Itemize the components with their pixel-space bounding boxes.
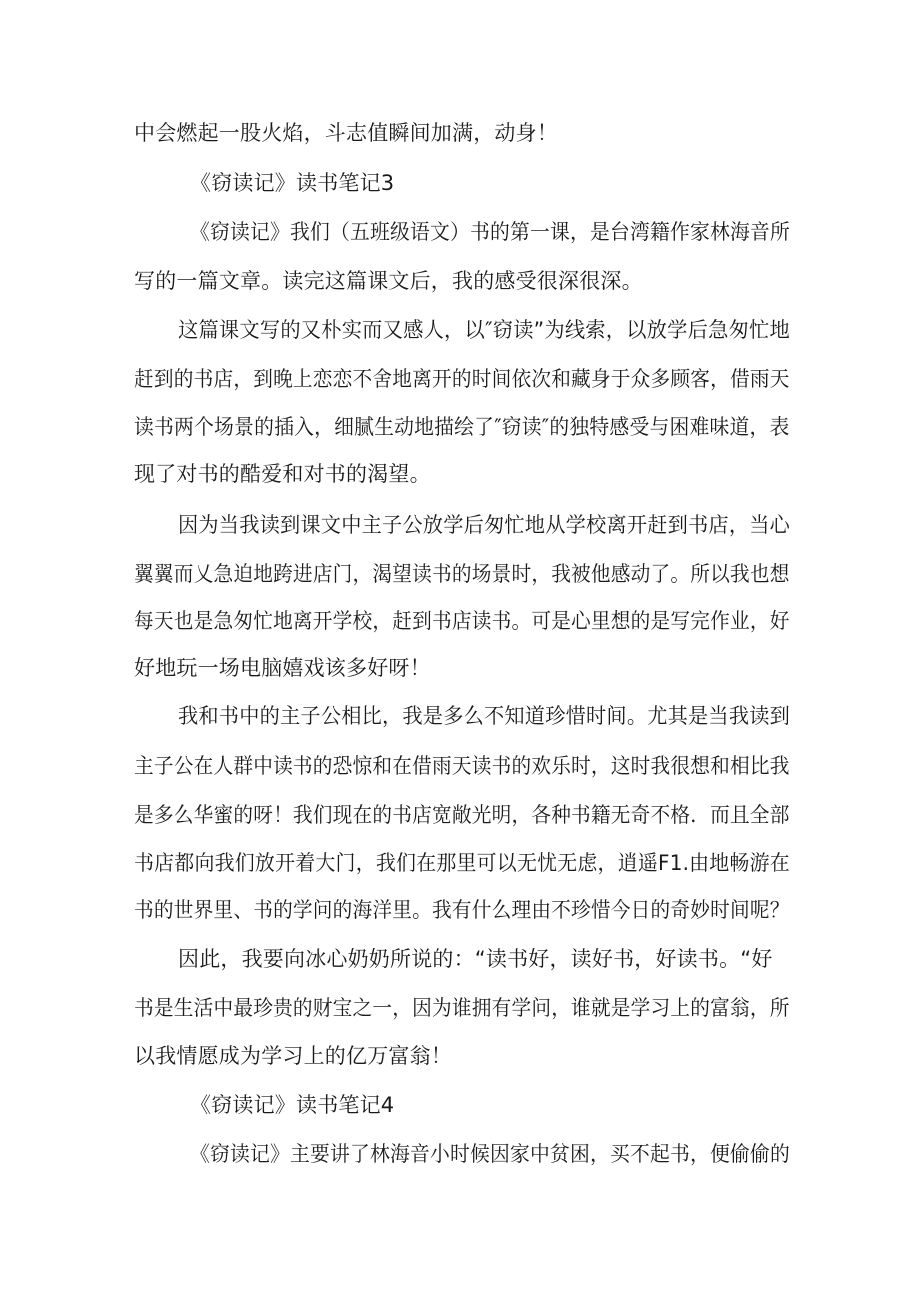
text-line: 以我情愿成为学习上的亿万富翁！ [134, 1044, 452, 1068]
text-line: 《窃读记》我们（五班级语文）书的第一课，是台湾籍作家林海音所 [190, 220, 791, 244]
text-line: 中会燃起一股火焰，斗志值瞬间加满，动身！ [134, 121, 558, 145]
text-line: 现了对书的酷爱和对书的渴望。 [134, 462, 431, 486]
text-line: 主子公在人群中读书的恐惊和在借雨天读书的欢乐时，这时我很想和相比我 [134, 754, 790, 778]
text-line: 因为当我读到课文中主子公放学后匆忙地从学校离开赶到书店，当心 [178, 513, 791, 537]
text-line: 这篇课文写的又朴实而又感人，以″窃读”为线索，以放学后急匆忙地 [178, 318, 790, 342]
text-line: 《窃读记》主要讲了林海音小时候因家中贫困，买不起书，便偷偷的 [190, 1142, 791, 1166]
text-line: 每天也是急匆忙地离开学校，赶到书店读书。可是心里想的是写完作业，好 [134, 609, 790, 633]
text-line: 是多么华蜜的呀！我们现在的书店宽敞光明，各种书籍无奇不格．而且全部 [134, 803, 790, 827]
section-heading: 《窃读记》读书笔记4 [190, 1093, 395, 1117]
text-line: 读书两个场景的插入，细腻生动地描绘了″窃读″的独特感受与困难味道，表 [134, 415, 790, 439]
text-line: 写的一篇文章。读完这篇课文后，我的感受很深很深。 [134, 269, 643, 293]
text-line: 赶到的书店，到晚上恋恋不舍地离开的时间依次和藏身于众多顾客，借雨天 [134, 367, 790, 391]
text-line: 我和书中的主子公相比，我是多么不知道珍惜时间。尤其是当我读到 [178, 704, 791, 728]
text-line: 书是生活中最珍贵的财宝之一，因为谁拥有学问，谁就是学习上的富翁，所 [134, 996, 790, 1020]
text-line: 书的世界里、书的学问的海洋里。我有什么理由不珍惜今日的奇妙时间呢？ [134, 898, 790, 922]
section-heading: 《窃读记》读书笔记3 [190, 171, 395, 195]
text-line: 好地玩一场电脑嬉戏该多好呀！ [134, 656, 431, 680]
text-line: 书店都向我们放开着大门，我们在那里可以无忧无虑，逍遥F1.由地畅游在 [134, 851, 790, 875]
text-line: 因此，我要向冰心奶奶所说的：“读书好，读好书，好读书。“好 [178, 947, 773, 971]
text-line: 翼翼而乂急迫地跨进店门，渴望读书的场景时，我被他感动了。所以我也想 [134, 562, 790, 586]
